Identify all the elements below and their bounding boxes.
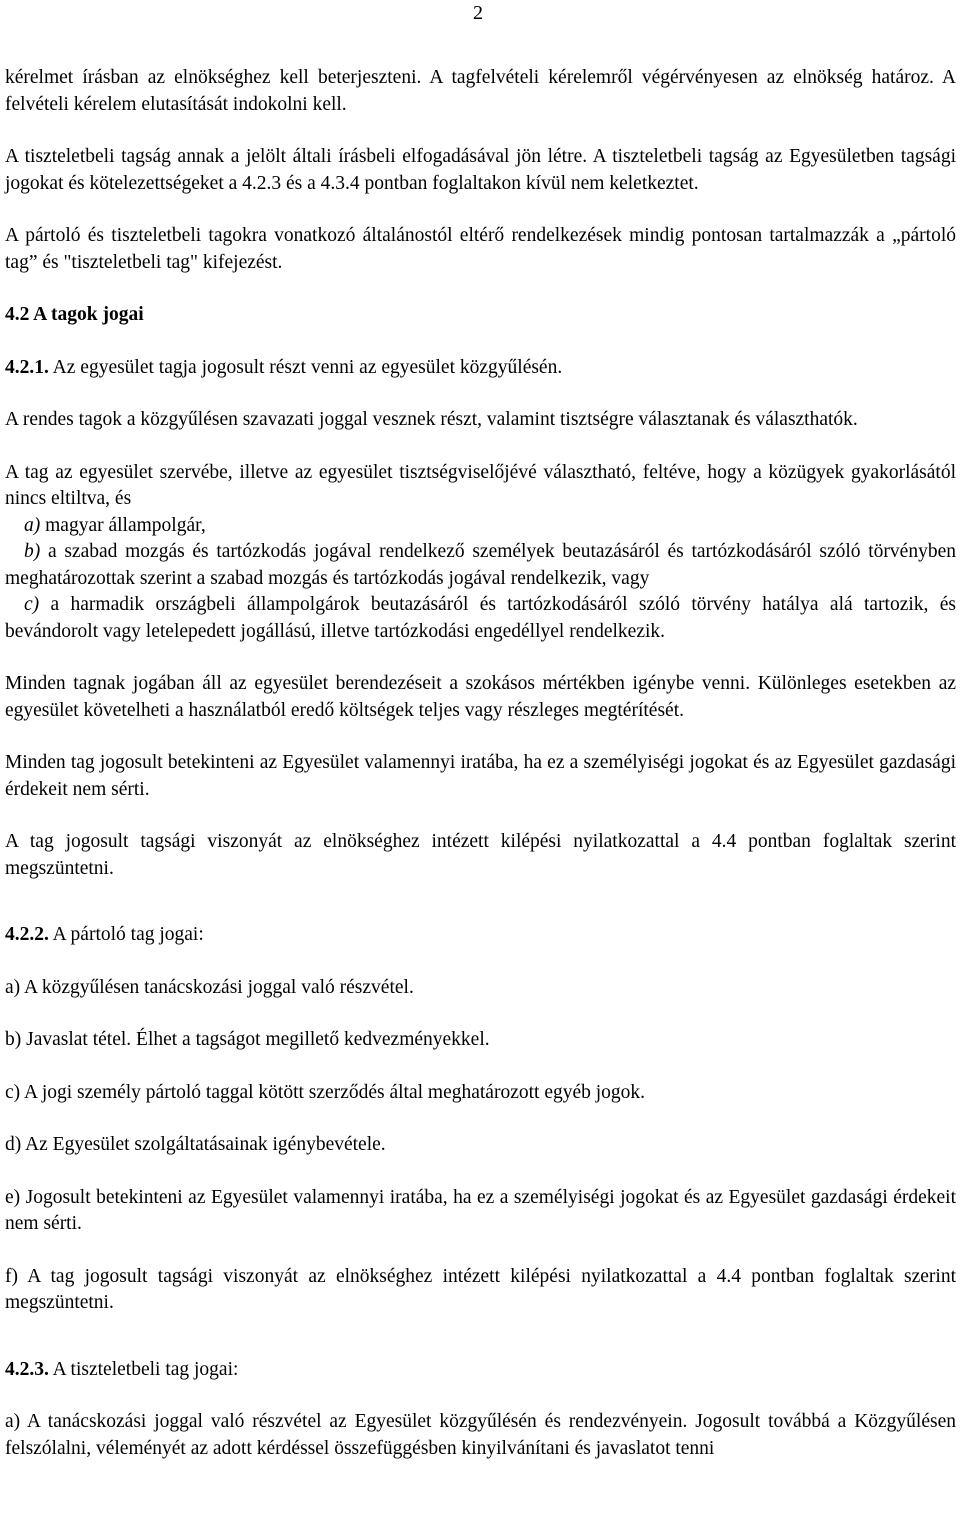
subsection-title: A tiszteletbeli tag jogai: — [48, 1358, 239, 1380]
list-item-c — [5, 592, 956, 645]
list-marker: c) — [24, 594, 40, 615]
paragraph-regular-members-voting: A rendes tagok a közgyűlésen szavazati joggal vesznek részt, valamint tisztségre választanak és választhatók. — [5, 409, 858, 430]
subsection-number: 4.2.1. — [5, 356, 49, 378]
supporting-right-e: e) Jogosult betekinteni az Egyesület valamennyi iratába, ha ez a személyiségi jogokat és az Egyesület gazdasági érdekeit nem sérti. — [5, 1186, 956, 1234]
section-heading-member-rights: 4.2 A tagok jogai — [5, 304, 144, 325]
paragraph-resignation: A tag jogosult tagsági viszonyát az elnökséghez intézett kilépési nyilatkozattal a 4.4 pontban foglaltak szerint megszüntetni. — [5, 831, 956, 879]
list-text: a harmadik országbeli állampolgárok beutazásáról és tartózkodásáról szóló törvény hatálya alá tartozik, és bevándorolt vagy letelepedett jogállású, illetve tartózkodási engedéllyel rendelkezik. — [5, 594, 956, 642]
paragraph-facilities: Minden tagnak jogában áll az egyesület berendezéseit a szokásos mértékben igénybe venni. Különleges esetekben az egyesület követelheti a használatból eredő költségek teljes vagy részleges megtérítését. — [5, 673, 956, 721]
supporting-right-c: c) A jogi személy pártoló taggal kötött szerződés által meghatározott egyéb jogok. — [5, 1081, 646, 1103]
list-text: a szabad mozgás és tartózkodás jogával rendelkező személyek beutazásáról és tartózkodásáról szóló törvényben meghatározottak szerint a szabad mozgás és tartózkodás jogával rendelkezik, vagy — [5, 541, 956, 589]
paragraph-eligibility-intro: A tag az egyesület szervébe, illetve az egyesület tisztségviselőjévé választható, feltéve, hogy a közügyek gyakorlásától nincs eltiltva, és — [5, 461, 956, 509]
list-item-a — [5, 513, 956, 540]
supporting-right-a: a) A közgyűlésen tanácskozási joggal való részvétel. — [5, 976, 414, 998]
supporting-right-d: d) Az Egyesület szolgáltatásainak igénybevétele. — [5, 1134, 386, 1155]
list-marker: b) — [24, 541, 41, 562]
subsection-4-2-1 — [5, 355, 956, 382]
document-body — [5, 65, 956, 1462]
list-marker: a) — [24, 514, 41, 536]
subsection-4-2-2 — [5, 922, 956, 949]
subsection-title: Az egyesület tagja jogosult részt venni az egyesület közgyűlésén. — [48, 356, 563, 378]
subsection-number: 4.2.2. — [5, 924, 49, 945]
list-text: magyar állampolgár, — [40, 514, 206, 536]
paragraph-application: kérelmet írásban az elnökséghez kell beterjeszteni. A tagfelvételi kérelemről végérvényesen az elnökség határoz. A felvételi kérelem elutasítását indokolni kell. — [5, 67, 956, 115]
paragraph-honorary-membership: A tiszteletbeli tagság annak a jelölt általi írásbeli elfogadásával jön létre. A tiszteletbeli tagság az Egyesületben tagsági jogokat és kötelezettségeket a 4.2.3 és a 4.3.4 pontban foglaltakon kívül nem keletkeztet. — [5, 146, 956, 194]
page-number: 2 — [473, 2, 483, 24]
supporting-right-f: f) A tag jogosult tagsági viszonyát az elnökséghez intézett kilépési nyilatkozattal a 4.4 pontban foglaltak szerint megszüntetni. — [5, 1265, 956, 1313]
subsection-title: A pártoló tag jogai: — [48, 924, 204, 945]
subsection-4-2-3 — [5, 1357, 956, 1384]
honorary-right-a: a) A tanácskozási joggal való részvétel az Egyesület közgyűlésén és rendezvényein. Jogosult továbbá a Közgyűlésen felszólalni, véleményét az adott kérdéssel összefüggésben kinyilvánítani és javaslatot tenni — [5, 1411, 956, 1459]
list-item-b — [5, 539, 956, 592]
paragraph-supporting-honorary-terms: A pártoló és tiszteletbeli tagokra vonatkozó általánostól eltérő rendelkezések mindig pontosan tartalmazzák a „pártoló tag” és "tiszteletbeli tag" kifejezést. — [5, 225, 956, 273]
subsection-number: 4.2.3. — [5, 1358, 49, 1380]
supporting-right-b: b) Javaslat tétel. Élhet a tagságot megillető kedvezményekkel. — [5, 1029, 490, 1050]
paragraph-document-access: Minden tag jogosult betekinteni az Egyesület valamennyi iratába, ha ez a személyiségi jogokat és az Egyesület gazdasági érdekeit nem sérti. — [5, 752, 956, 800]
